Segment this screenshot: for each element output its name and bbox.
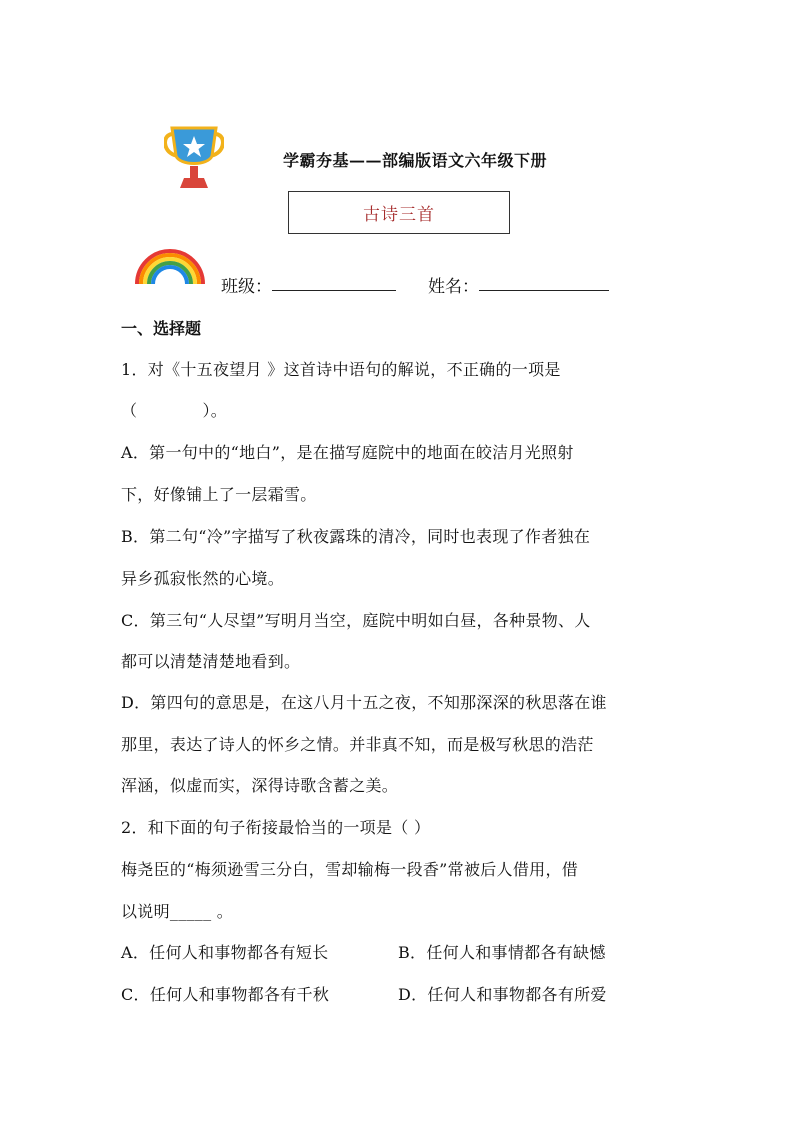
q2-option-a: A．任何人和事物都各有短长 bbox=[121, 943, 329, 962]
q1-line: 那里，表达了诗人的怀乡之情。并非真不知，而是极写秋思的浩茫 bbox=[121, 735, 594, 754]
rainbow-icon bbox=[133, 246, 207, 286]
q1-line: 浑涵，似虚而实，深得诗歌含蓄之美。 bbox=[121, 776, 399, 795]
q1-line: 异乡孤寂怅然的心境。 bbox=[121, 569, 285, 588]
class-field bbox=[221, 272, 396, 297]
q2-line: 梅尧臣的“梅须逊雪三分白，雪却输梅一段香”常被后人借用，借 bbox=[121, 860, 579, 879]
q2-option-c: C．任何人和事物都各有千秋 bbox=[121, 985, 330, 1004]
name-label: 姓名： bbox=[428, 277, 479, 297]
q1-line: A．第一句中的“地白”，是在描写庭院中的地面在皎洁月光照射 bbox=[121, 443, 574, 462]
lesson-title-box bbox=[288, 191, 510, 234]
page-header-title: 学霸夯基——部编版语文六年级下册 bbox=[283, 151, 548, 170]
name-field bbox=[428, 272, 609, 297]
q1-line: 1．对《十五夜望月 》这首诗中语句的解说，不正确的一项是 bbox=[121, 360, 561, 379]
q1-line: C．第三句“人尽望”写明月当空，庭院中明如白昼，各种景物、人 bbox=[121, 611, 591, 630]
q1-line: B．第二句“冷”字描写了秋夜露珠的清冷，同时也表现了作者独在 bbox=[121, 527, 591, 546]
class-label: 班级： bbox=[221, 277, 272, 297]
q1-line: 都可以清楚清楚地看到。 bbox=[121, 652, 301, 671]
q2-line: 2．和下面的句子衔接最恰当的一项是（ ） bbox=[121, 818, 431, 837]
lesson-title: 古诗三首 bbox=[363, 205, 435, 225]
q2-line: 以说明_____ 。 bbox=[121, 902, 234, 921]
q2-option-d: D．任何人和事物都各有所爱 bbox=[398, 985, 607, 1004]
class-input-line[interactable] bbox=[272, 272, 396, 291]
q1-line: 下，好像铺上了一层霜雪。 bbox=[121, 485, 317, 504]
name-input-line[interactable] bbox=[479, 272, 609, 291]
q1-line: D．第四句的意思是，在这八月十五之夜，不知那深深的秋思落在谁 bbox=[121, 693, 607, 712]
q2-option-b: B．任何人和事情都各有缺憾 bbox=[398, 943, 606, 962]
q1-line: （ ）。 bbox=[121, 401, 228, 420]
trophy-icon bbox=[164, 126, 224, 190]
section-title: 一、选择题 bbox=[121, 319, 202, 338]
